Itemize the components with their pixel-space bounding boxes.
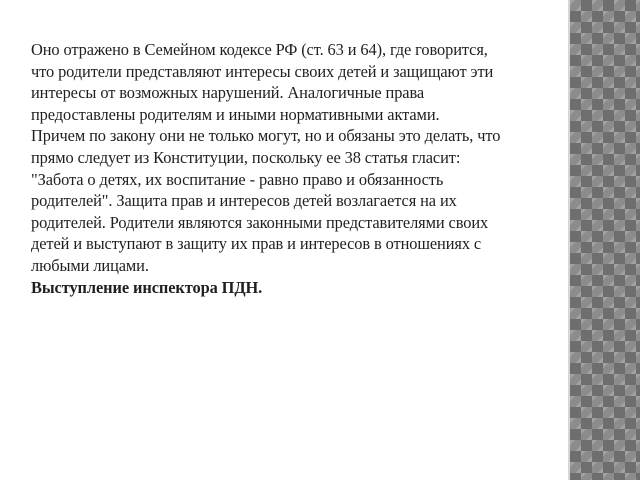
slide-text-block [31, 39, 559, 298]
body-paragraph [31, 39, 559, 277]
paragraph-line: родителей". Защита прав и интересов детей возлагается на их [31, 191, 457, 211]
paragraph-line: детей и выступают в защиту их прав и интересов в отношениях с [31, 234, 482, 254]
paragraph-line: любыми лицами. [31, 255, 149, 275]
paragraph-line: родителей. Родители являются законными представителями своих [31, 212, 489, 232]
paragraph-line: Причем по закону они не только могут, но и обязаны это делать, что [31, 126, 501, 146]
paragraph-line: прямо следует из Конституции, поскольку ее 38 статья гласит: [31, 147, 461, 167]
paragraph-line: предоставлены родителям и иными нормативными актами. [31, 104, 440, 124]
section-heading: Выступление инспектора ПДН. [31, 277, 263, 297]
paragraph-line: Оно отражено в Семейном кодексе РФ (ст. 63 и 64), где говорится, [31, 40, 488, 59]
paragraph-line: интересы от возможных нарушений. Аналогичные права [31, 83, 425, 103]
decorative-pattern-stripe [570, 0, 640, 480]
paragraph-line: "Забота о детях, их воспитание - равно право и обязанность [31, 169, 444, 189]
paragraph-line: что родители представляют интересы своих детей и защищают эти [31, 61, 494, 81]
